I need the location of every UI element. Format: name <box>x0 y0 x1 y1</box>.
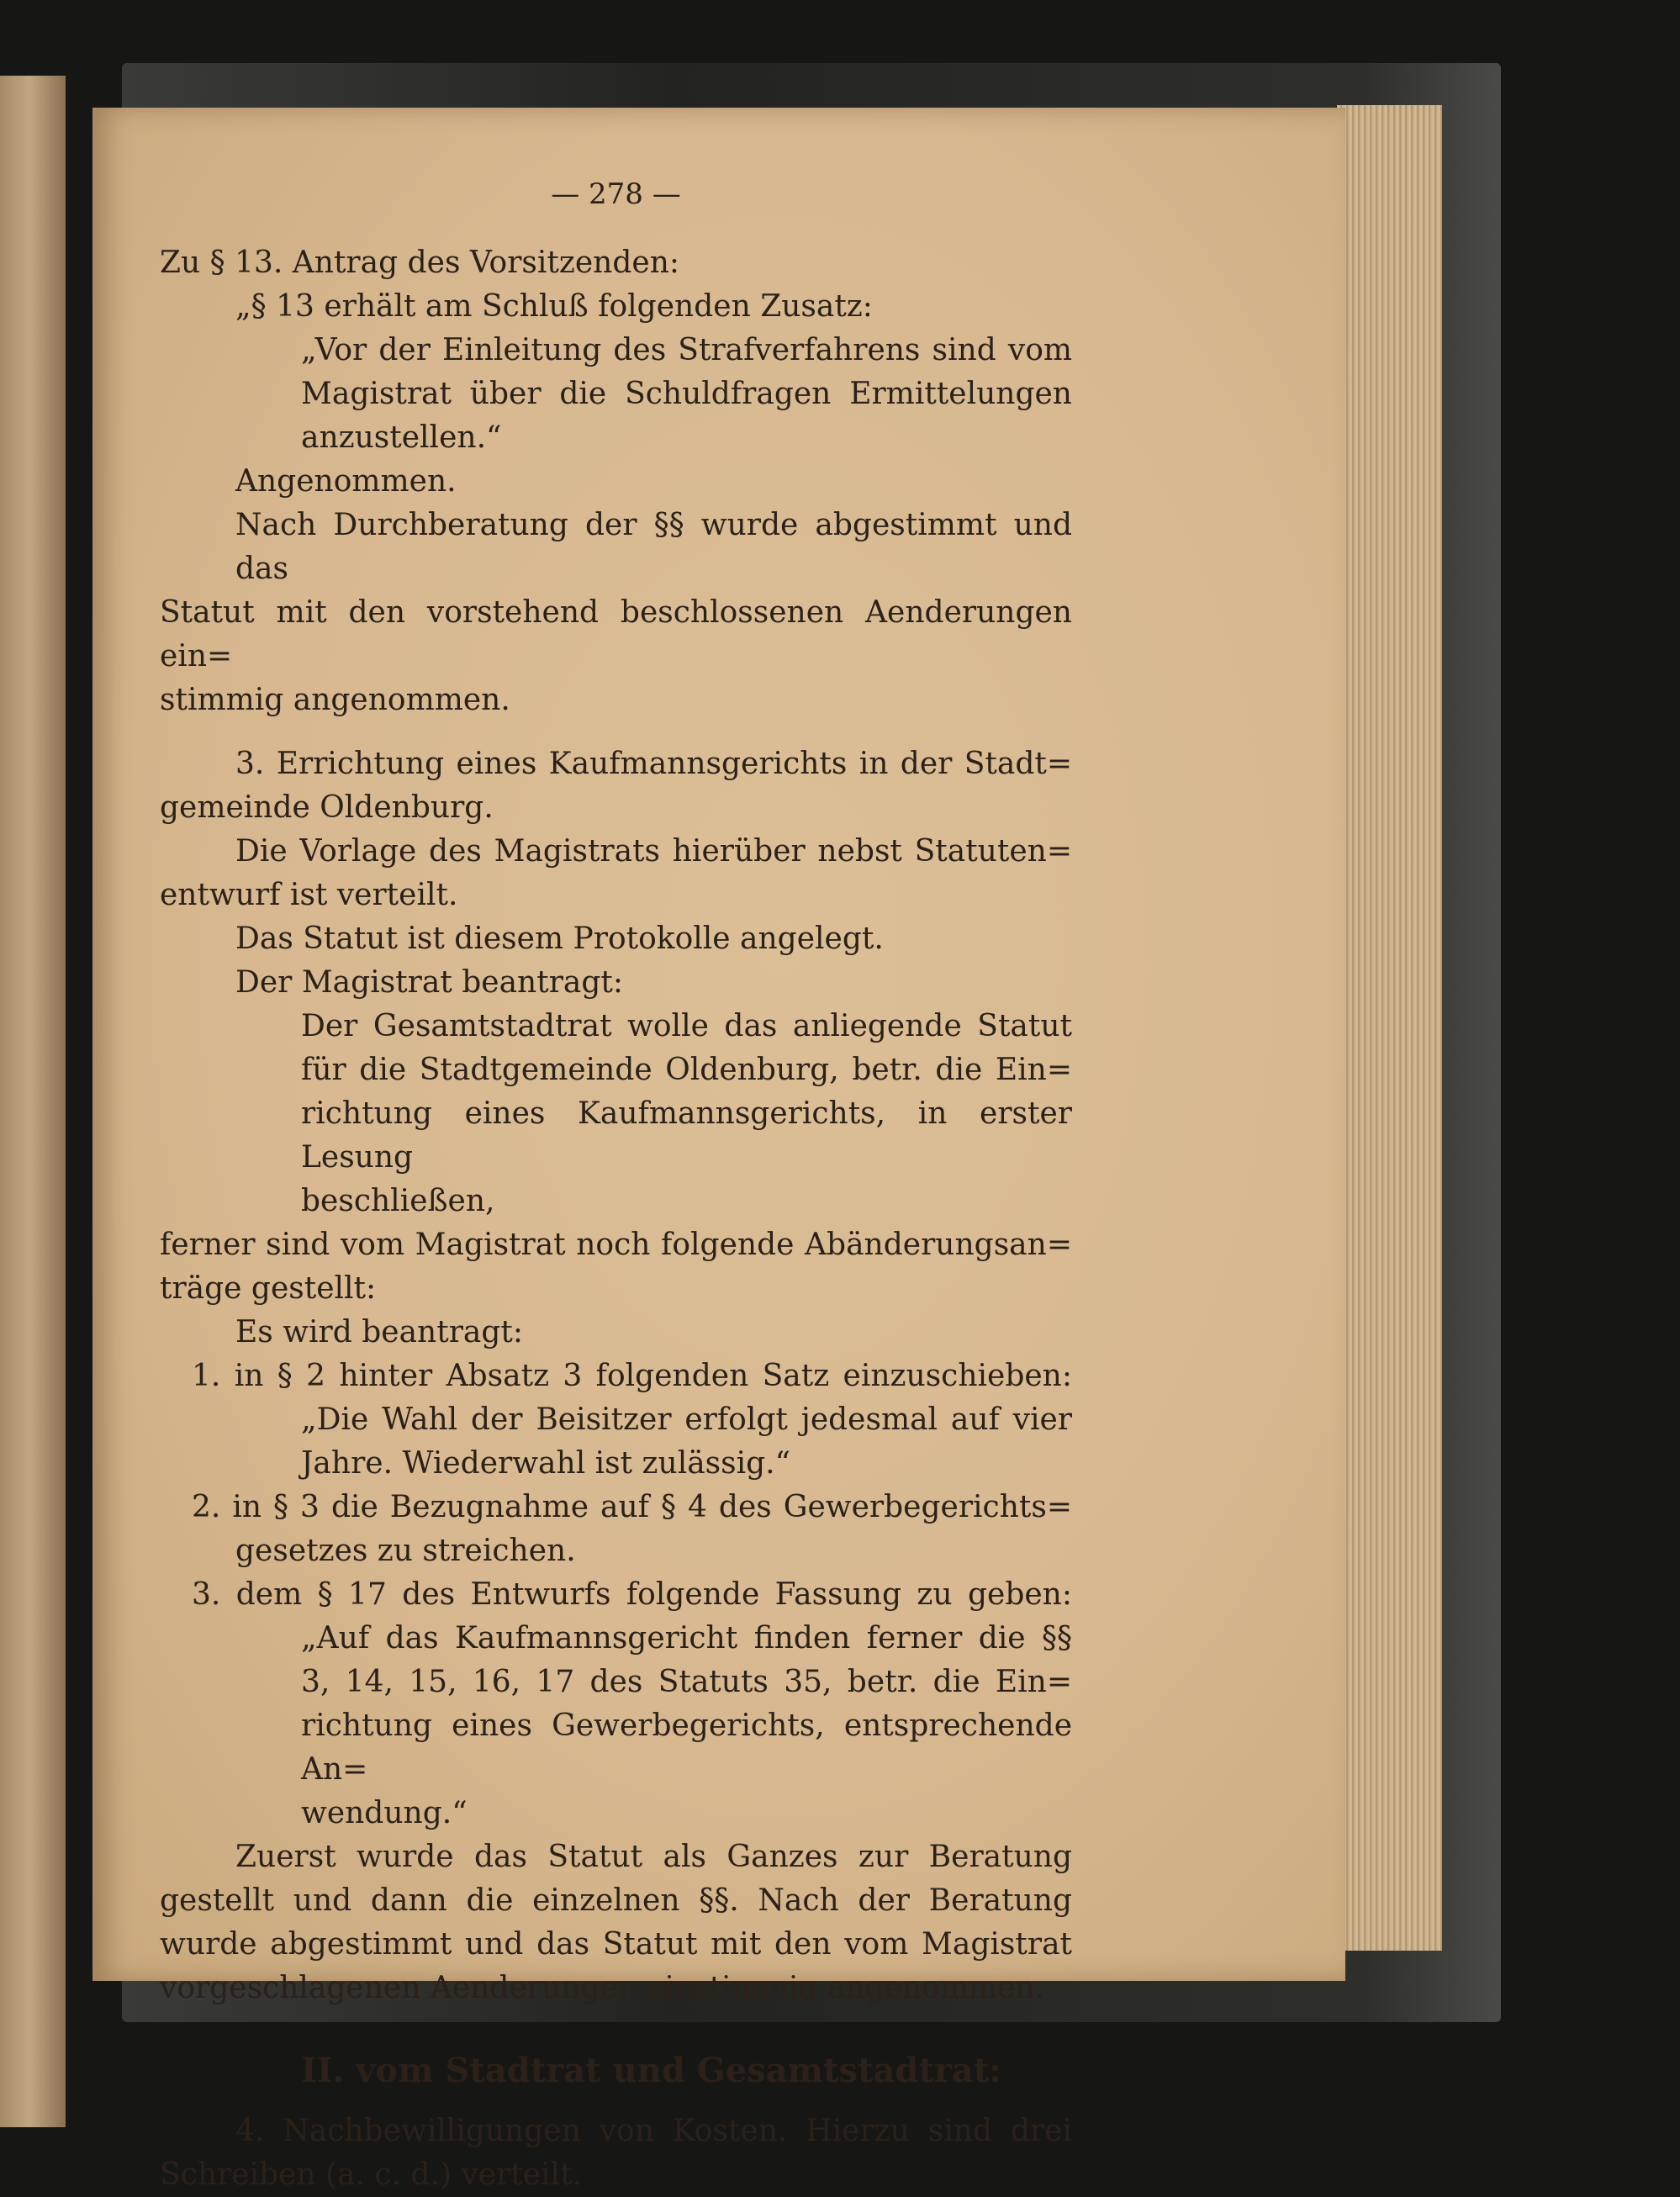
text-line: stimmig angenommen. <box>160 683 510 717</box>
text-line: Die Vorlage des Magistrats hierüber nebst Statuten= <box>235 834 1072 869</box>
text-line: vorgeschlagenen Aenderungen einstimmig angenommen. <box>160 1971 1045 2005</box>
text-line: 4. Nachbewilligungen von Kosten. Hierzu sind drei <box>235 2114 1072 2148</box>
text-line: Der Magistrat beantragt: <box>235 965 624 1000</box>
text-line: „Auf das Kaufmannsgericht finden ferner die §§ <box>301 1621 1072 1656</box>
text-line: Es wird beantragt: <box>235 1315 523 1349</box>
text-line: „Vor der Einleitung des Strafverfahrens sind vom <box>301 333 1072 367</box>
text-line: Zuerst wurde das Statut als Ganzes zur Beratung <box>235 1840 1072 1874</box>
text-line: Schreiben (a. c. d.) verteilt. <box>160 2157 582 2192</box>
text-line: Magistrat über die Schuldfragen Ermittelungen <box>301 377 1072 411</box>
text-line: gesetzes zu streichen. <box>235 1534 576 1568</box>
text-line: gemeinde Oldenburg. <box>160 790 494 825</box>
text-line: Jahre. Wiederwahl ist zulässig.“ <box>301 1446 791 1481</box>
text-line: Nach Durchberatung der §§ wurde abgestimmt und das <box>235 508 1072 586</box>
text-line: gestellt und dann die einzelnen §§. Nach der Beratung <box>160 1883 1072 1918</box>
text-line: beschließen, <box>301 1184 495 1218</box>
text-line: Das Statut ist diesem Protokolle angelegt. <box>235 922 884 956</box>
text-line: anzustellen.“ <box>301 420 502 455</box>
text-line: für die Stadtgemeinde Oldenburg, betr. die Ein= <box>301 1053 1072 1087</box>
text-line: Statut mit den vorstehend beschlossenen Aenderungen ein= <box>160 595 1072 673</box>
text-line: richtung eines Kaufmannsgerichts, in erster Lesung <box>301 1096 1072 1175</box>
text-line: „§ 13 erhält am Schluß folgenden Zusatz: <box>235 289 873 324</box>
text-line: 3, 14, 15, 16, 17 des Statuts 35, betr. die Ein= <box>301 1665 1072 1699</box>
page-text <box>160 172 1072 2197</box>
page-number: — 278 — <box>551 177 681 211</box>
text-line: 1. in § 2 hinter Absatz 3 folgenden Satz einzuschieben: <box>192 1359 1072 1393</box>
text-line: ferner sind vom Magistrat noch folgende Abänderungsan= <box>160 1228 1072 1262</box>
section-heading: II. vom Stadtrat und Gesamtstadtrat: <box>301 2051 1002 2090</box>
text-line: 3. dem § 17 des Entwurfs folgende Fassung zu geben: <box>192 1577 1072 1612</box>
page-edges <box>1337 105 1442 1951</box>
text-line: Zu § 13. Antrag des Vorsitzenden: <box>160 246 680 280</box>
text-line: wurde abgestimmt und das Statut mit den vom Magistrat <box>160 1927 1072 1962</box>
text-line: wendung.“ <box>301 1796 468 1830</box>
text-line: 3. Errichtung eines Kaufmannsgerichts in der Stadt= <box>235 747 1072 781</box>
left-page-edge <box>0 76 66 2127</box>
text-line: richtung eines Gewerbegerichts, entsprechende An= <box>301 1708 1072 1787</box>
text-line: entwurf ist verteilt. <box>160 878 458 912</box>
text-line: „Die Wahl der Beisitzer erfolgt jedesmal auf vier <box>301 1402 1072 1437</box>
text-line: 2. in § 3 die Bezugnahme auf § 4 des Gewerbegerichts= <box>192 1490 1072 1524</box>
text-line: Der Gesamtstadtrat wolle das anliegende Statut <box>301 1009 1072 1043</box>
text-line: träge gestellt: <box>160 1271 377 1306</box>
text-line: Angenommen. <box>235 464 457 499</box>
